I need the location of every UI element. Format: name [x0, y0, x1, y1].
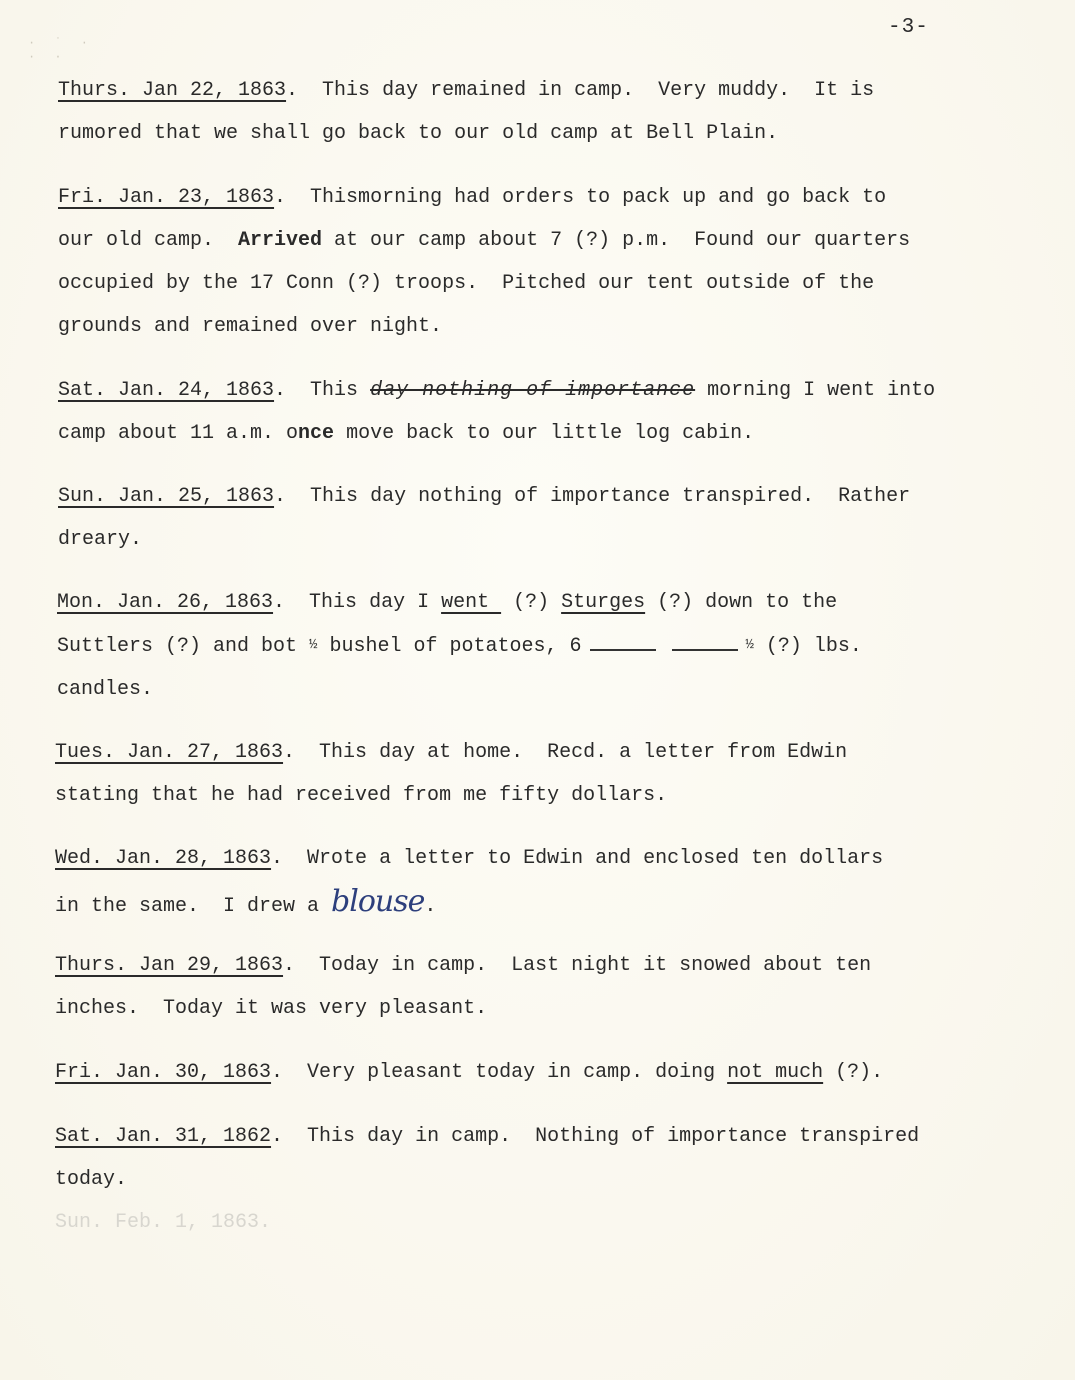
entry-text: . This day nothing of importance transpired. Rather — [274, 485, 911, 508]
entry-text: occupied by the 17 Conn (?) troops. Pitched our tent outside of the — [58, 272, 875, 295]
entry-text: camp about 11 a.m. o — [58, 422, 299, 445]
entry-text: at our camp about 7 (?) p.m. Found our quarters — [322, 229, 911, 252]
entry-text-overstrike: Arrived — [238, 229, 323, 252]
entry-text: in the same. I drew a — [55, 895, 332, 918]
diary-entry — [58, 475, 910, 561]
blank-line — [590, 631, 656, 651]
entry-text: move back to our little log cabin. — [334, 422, 755, 445]
diary-entry — [58, 176, 910, 348]
entry-text: today. — [55, 1168, 128, 1191]
entry-text: . This day in camp. Nothing of importance transpired — [271, 1125, 920, 1148]
entry-date: Sun. Jan. 25, 1863 — [58, 485, 275, 508]
entry-text: . — [424, 895, 437, 918]
fraction: ½ — [309, 637, 318, 653]
entry-text: rumored that we shall go back to our old camp at Bell Plain. — [58, 122, 779, 145]
entry-text: . This — [274, 379, 371, 402]
entry-text-underlined: went — [441, 591, 502, 614]
page-number: -3- — [888, 16, 929, 39]
entry-date: Thurs. Jan 29, 1863 — [55, 954, 284, 977]
entry-text: . This day remained in camp. Very muddy. It is — [286, 79, 875, 102]
entry-date: Mon. Jan. 26, 1863 — [57, 591, 274, 614]
entry-date: Sat. Jan. 24, 1863 — [58, 379, 275, 402]
entry-text: . Thismorning had orders to pack up and go back to — [274, 186, 887, 209]
entry-text: bushel of potatoes, 6 — [317, 634, 582, 658]
entry-text: Suttlers (?) and bot — [57, 634, 310, 658]
diary-entry — [58, 369, 935, 455]
entry-text: grounds and remained over night. — [58, 315, 443, 338]
entry-text: our old camp. — [58, 229, 239, 252]
entry-text-underlined: Sturges — [561, 591, 646, 614]
entry-text: candles. — [57, 677, 154, 701]
paper-specks: · ˙ · · · — [28, 36, 95, 64]
diary-entry — [55, 1115, 919, 1201]
diary-entry — [57, 581, 862, 711]
fraction: ½ — [745, 637, 754, 653]
diary-entry — [58, 69, 874, 155]
entry-date: Sat. Jan. 31, 1862 — [55, 1125, 272, 1148]
diary-entry — [55, 1051, 883, 1094]
entry-text: . Today in camp. Last night it snowed about ten — [283, 954, 872, 977]
struck-out-text: day nothing of importance — [370, 379, 696, 402]
faded-text: Sun. Feb. 1, 1863. — [55, 1211, 272, 1234]
handwritten-word: blouse — [331, 884, 425, 919]
entry-text: (?) lbs. — [753, 634, 862, 658]
entry-text: . This day at home. Recd. a letter from Edwin — [283, 741, 848, 764]
diary-entry — [55, 731, 847, 817]
entry-text: stating that he had received from me fifty dollars. — [55, 784, 668, 807]
entry-text: (?) — [501, 591, 562, 614]
diary-entry — [55, 837, 883, 928]
entry-text: morning I went into — [695, 379, 936, 402]
entry-text: (?) down to the — [645, 591, 838, 614]
entry-date: Thurs. Jan 22, 1863 — [58, 79, 287, 102]
entry-text-underlined: not much — [727, 1061, 824, 1084]
entry-text-overstrike: nce — [298, 422, 335, 445]
faded-entry — [55, 1201, 271, 1244]
entry-date: Tues. Jan. 27, 1863 — [55, 741, 284, 764]
entry-text: . Wrote a letter to Edwin and enclosed ten dollars — [271, 847, 884, 870]
entry-date: Wed. Jan. 28, 1863 — [55, 847, 272, 870]
diary-entry — [55, 944, 871, 1030]
blank-line — [672, 631, 738, 651]
entry-date: Fri. Jan. 30, 1863 — [55, 1061, 272, 1084]
entry-text: (?). — [823, 1061, 884, 1084]
entry-text: . Very pleasant today in camp. doing — [271, 1061, 728, 1084]
entry-text: dreary. — [58, 528, 143, 551]
entry-text: inches. Today it was very pleasant. — [55, 997, 488, 1020]
entry-text: . This day I — [273, 591, 442, 614]
entry-date: Fri. Jan. 23, 1863 — [58, 186, 275, 209]
